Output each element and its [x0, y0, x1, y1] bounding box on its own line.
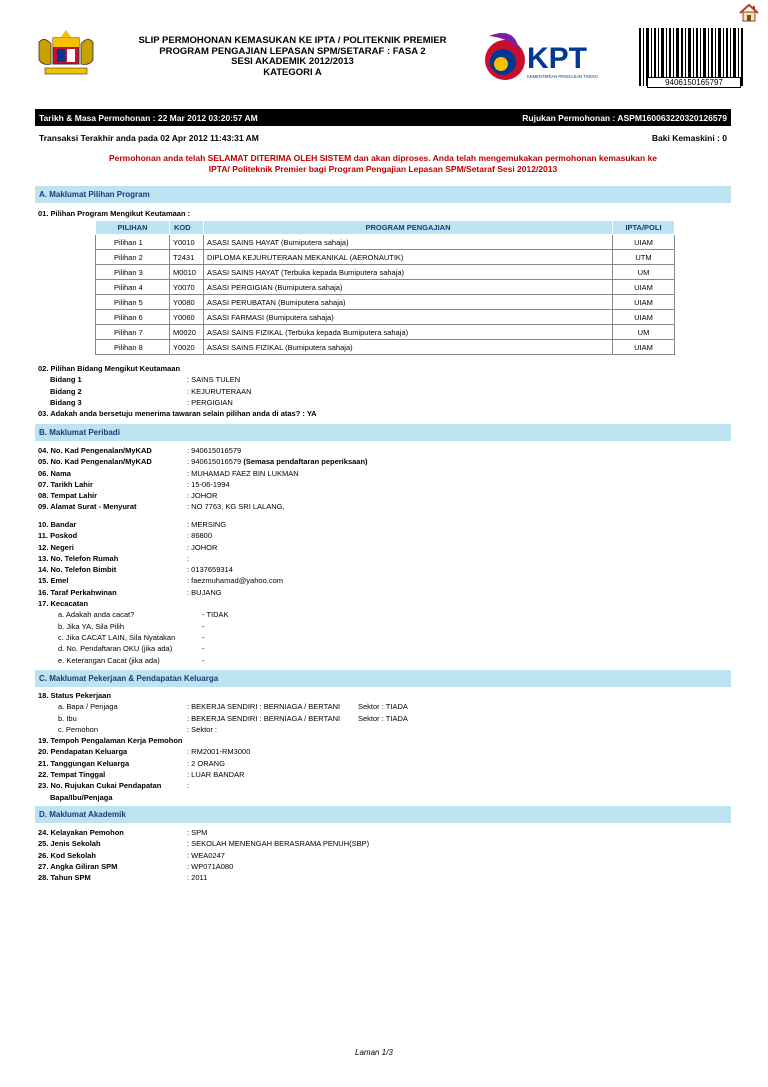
- table-row: [96, 280, 675, 295]
- application-info-bar: [35, 109, 731, 126]
- field-label: 18. Status Pekerjaan: [38, 691, 111, 700]
- cell-pilihan: Pilihan 1: [96, 235, 170, 250]
- cell-ipta: UM: [613, 265, 675, 280]
- cell-pilihan: Pilihan 7: [96, 325, 170, 340]
- field-value: : WEA0247: [187, 850, 225, 860]
- home-icon[interactable]: [738, 3, 760, 23]
- table-row: [96, 265, 675, 280]
- field-label: 14. No. Telefon Bimbit: [38, 565, 117, 575]
- parent-value: : Sektor :: [187, 724, 218, 734]
- cell-ipta: UIAM: [613, 280, 675, 295]
- cell-kod: Y0020: [170, 340, 204, 355]
- field-label: Bapa/Ibu/Penjaga: [50, 792, 113, 802]
- kecacatan-value: -: [202, 644, 205, 654]
- title-line: SLIP PERMOHONAN KEMASUKAN KE IPTA / POLITEKNIK PREMIER: [138, 35, 447, 46]
- table-row: [96, 325, 675, 340]
- field-label: 23. No. Rujukan Cukai Pendapatan: [38, 781, 162, 791]
- title-line: KATEGORI A: [263, 66, 322, 78]
- cell-ipta: UIAM: [613, 235, 675, 250]
- cell-program: DIPLOMA KEJURUTERAAN MEKANIKAL (AERONAUTIK): [204, 250, 613, 265]
- field-value: : BUJANG: [187, 587, 222, 597]
- tarikh-permohonan: Tarikh & Masa Permohonan : 22 Mar 2012 03:20:57 AM: [39, 112, 258, 123]
- field-value: : SEKOLAH MENENGAH BERASRAMA PENUH(SBP): [187, 839, 370, 849]
- field-value: : 2011: [187, 873, 208, 883]
- cell-program: ASASI SAINS HAYAT (Bumiputera sahaja): [204, 235, 613, 250]
- field-value: : faezmuhamad@yahoo.com: [187, 576, 283, 586]
- cell-pilihan: Pilihan 2: [96, 250, 170, 265]
- field-value: : MUHAMAD FAEZ BIN LUKMAN: [187, 468, 299, 478]
- barcode-number: 9406150165797: [647, 77, 741, 88]
- bidang-value: : KEJURUTERAAN: [187, 386, 252, 396]
- field-value: :: [187, 553, 190, 563]
- kpt-logo: [475, 28, 635, 90]
- cell-program: ASASI PERUBATAN (Bumiputera sahaja): [204, 295, 613, 310]
- cell-program: ASASI SAINS FIZIKAL (Terbuka kepada Bumiputera sahaja): [204, 325, 613, 340]
- bidang-title: 02. Pilihan Bidang Mengikut Keutamaan: [38, 364, 181, 373]
- cell-pilihan: Pilihan 4: [96, 280, 170, 295]
- field-label: 15. Emel: [38, 576, 69, 586]
- cell-kod: M0020: [170, 325, 204, 340]
- cell-program: ASASI PERGIGIAN (Bumiputera sahaja): [204, 280, 613, 295]
- field-value: : RM2001-RM3000: [187, 747, 251, 757]
- field-label: 04. No. Kad Pengenalan/MyKAD: [38, 446, 152, 455]
- field-note: (Semasa pendaftaran peperiksaan): [241, 457, 368, 467]
- cell-pilihan: Pilihan 8: [96, 340, 170, 355]
- field-value: : NO 7763, KG SRI LALANG,: [187, 502, 285, 512]
- table-row: [96, 310, 675, 325]
- q03-text: 03. Adakah anda bersetuju menerima tawaran selain pilihan anda di atas? : YA: [38, 409, 317, 419]
- parent-value: : BEKERJA SENDIRI : BERNIAGA / BERTANI: [187, 702, 341, 712]
- cell-ipta: UIAM: [613, 340, 675, 355]
- field-value: : WP071A080: [187, 861, 234, 871]
- section-c-header: C. Maklumat Pekerjaan & Pendapatan Keluarga: [35, 670, 731, 687]
- field-label: 07. Tarikh Lahir: [38, 479, 93, 489]
- kecacatan-label: e. Keterangan Cacat (jika ada): [58, 655, 160, 665]
- section-a-header: A. Maklumat Pilihan Program: [35, 186, 731, 203]
- parent-sektor: Sektor : TIADA: [358, 713, 408, 723]
- col-pilihan: PILIHAN: [96, 221, 170, 235]
- field-label: 24. Kelayakan Pemohon: [38, 828, 124, 837]
- status-notice: [60, 153, 706, 174]
- bidang-value: : PERGIGIAN: [187, 397, 233, 407]
- cell-pilihan: Pilihan 6: [96, 310, 170, 325]
- cell-pilihan: Pilihan 3: [96, 265, 170, 280]
- bidang-label: Bidang 2: [50, 386, 82, 396]
- table-row: [96, 295, 675, 310]
- field-label: 19. Tempoh Pengalaman Kerja Pemohon: [38, 736, 183, 746]
- field-value: : 15-06-1994: [187, 479, 230, 489]
- field-value: : JOHOR: [187, 491, 218, 501]
- field-label: 05. No. Kad Pengenalan/MyKAD: [38, 457, 152, 467]
- kecacatan-value: -: [202, 632, 205, 642]
- field-label: 25. Jenis Sekolah: [38, 839, 101, 849]
- kpt-text: KPT: [527, 42, 587, 75]
- bidang-label: Bidang 1: [50, 375, 82, 385]
- bidang-value: : SAINS TULEN: [187, 375, 241, 385]
- q01-label: 01. Pilihan Program Mengikut Keutamaan :: [38, 209, 191, 218]
- field-label: 12. Negeri: [38, 542, 74, 552]
- col-kod: KOD: [170, 221, 204, 235]
- field-label: 27. Angka Giliran SPM: [38, 861, 118, 871]
- page-number: Laman 1/3: [355, 1048, 393, 1057]
- title-line: SESI AKADEMIK 2012/2013: [231, 56, 354, 67]
- field-label: 09. Alamat Surat - Menyurat: [38, 502, 137, 512]
- section-d-header: D. Maklumat Akademik: [35, 806, 731, 823]
- rujukan-permohonan: Rujukan Permohonan : ASPM160063220320126579: [522, 112, 727, 123]
- malaysia-crest-logo: [35, 30, 97, 78]
- field-value: : LUAR BANDAR: [187, 770, 245, 780]
- program-table: [95, 220, 675, 355]
- kecacatan-value: -: [202, 655, 205, 665]
- transaction-info: [35, 133, 731, 143]
- cell-kod: Y0010: [170, 235, 204, 250]
- transaksi-terakhir: Transaksi Terakhir anda pada 02 Apr 2012 11:43:31 AM: [39, 133, 259, 143]
- cell-ipta: UIAM: [613, 310, 675, 325]
- parent-value: : BEKERJA SENDIRI : BERNIAGA / BERTANI: [187, 713, 341, 723]
- field-label: 13. No. Telefon Rumah: [38, 553, 119, 563]
- table-row: [96, 235, 675, 250]
- kpt-subtext: KEMENTERIAN PENGAJIAN TINGGI: [527, 74, 598, 79]
- kecacatan-label: b. Jika YA, Sila Pilih: [58, 621, 125, 631]
- bidang-label: Bidang 3: [50, 397, 82, 407]
- field-label: 16. Taraf Perkahwinan: [38, 587, 117, 597]
- parent-label: c. Pemohon: [58, 724, 99, 734]
- field-label: 06. Nama: [38, 468, 71, 478]
- cell-pilihan: Pilihan 5: [96, 295, 170, 310]
- table-row: [96, 340, 675, 355]
- slip-title: [125, 36, 460, 78]
- table-header-row: [96, 221, 675, 235]
- cell-program: ASASI SAINS HAYAT (Terbuka kepada Bumiputera sahaja): [204, 265, 613, 280]
- cell-ipta: UTM: [613, 250, 675, 265]
- parent-sektor: Sektor : TIADA: [358, 702, 408, 712]
- cell-ipta: UIAM: [613, 295, 675, 310]
- cell-kod: M0010: [170, 265, 204, 280]
- field-value: : 940615016579: [187, 457, 242, 467]
- field-label: 08. Tempat Lahir: [38, 491, 98, 501]
- table-row: [96, 250, 675, 265]
- slip-header: [35, 28, 745, 98]
- kecacatan-label: a. Adakah anda cacat?: [58, 610, 135, 620]
- cell-ipta: UM: [613, 325, 675, 340]
- field-value: :: [187, 781, 190, 791]
- section-b-header: B. Maklumat Peribadi: [35, 424, 731, 441]
- cell-kod: Y0080: [170, 295, 204, 310]
- field-value: : MERSING: [187, 520, 227, 529]
- col-ipta: IPTA/POLI: [613, 221, 675, 235]
- cell-kod: Y0060: [170, 310, 204, 325]
- field-label: 26. Kod Sekolah: [38, 850, 96, 860]
- field-value: : 0137659314: [187, 565, 233, 575]
- cell-program: ASASI SAINS FIZIKAL (Bumiputera sahaja): [204, 340, 613, 355]
- baki-kemaskini: Baki Kemaskini : 0: [651, 133, 727, 143]
- kecacatan-label: d. No. Pendaftaran OKU (jika ada): [58, 644, 173, 654]
- cell-program: ASASI FARMASI (Bumiputera sahaja): [204, 310, 613, 325]
- parent-label: b. Ibu: [58, 713, 77, 723]
- notice-line: Permohonan anda telah SELAMAT DITERIMA OLEH SISTEM dan akan diproses. Anda telah mengemukakan permohonan kemasukan ke: [108, 153, 658, 163]
- kecacatan-value: -: [202, 621, 205, 631]
- field-label: 20. Pendapatan Keluarga: [38, 747, 128, 757]
- field-value: : SPM: [187, 828, 208, 837]
- field-value: : 86800: [187, 531, 213, 541]
- field-label: 11. Poskod: [38, 531, 78, 541]
- notice-line: IPTA/ Politeknik Premier bagi Program Pengajian Lepasan SPM/Setaraf Sesi 2012/2013: [208, 163, 558, 174]
- field-value: : 2 ORANG: [187, 758, 225, 768]
- kecacatan-label: c. Jika CACAT LAIN, Sila Nyatakan: [58, 632, 176, 642]
- field-label: 10. Bandar: [38, 520, 77, 529]
- field-label: 22. Tempat Tinggal: [38, 770, 106, 780]
- col-program: PROGRAM PENGAJIAN: [204, 221, 613, 235]
- cell-kod: Y0070: [170, 280, 204, 295]
- field-label: 17. Kecacatan: [38, 599, 89, 609]
- field-value: : 940615016579: [187, 446, 242, 455]
- kecacatan-value: - TIDAK: [202, 610, 229, 620]
- parent-label: a. Bapa / Penjaga: [58, 702, 118, 712]
- cell-kod: T2431: [170, 250, 204, 265]
- field-label: 28. Tahun SPM: [38, 873, 91, 883]
- title-line: PROGRAM PENGAJIAN LEPASAN SPM/SETARAF : FASA 2: [159, 45, 426, 57]
- field-label: 21. Tanggungan Keluarga: [38, 758, 130, 768]
- field-value: : JOHOR: [187, 542, 218, 552]
